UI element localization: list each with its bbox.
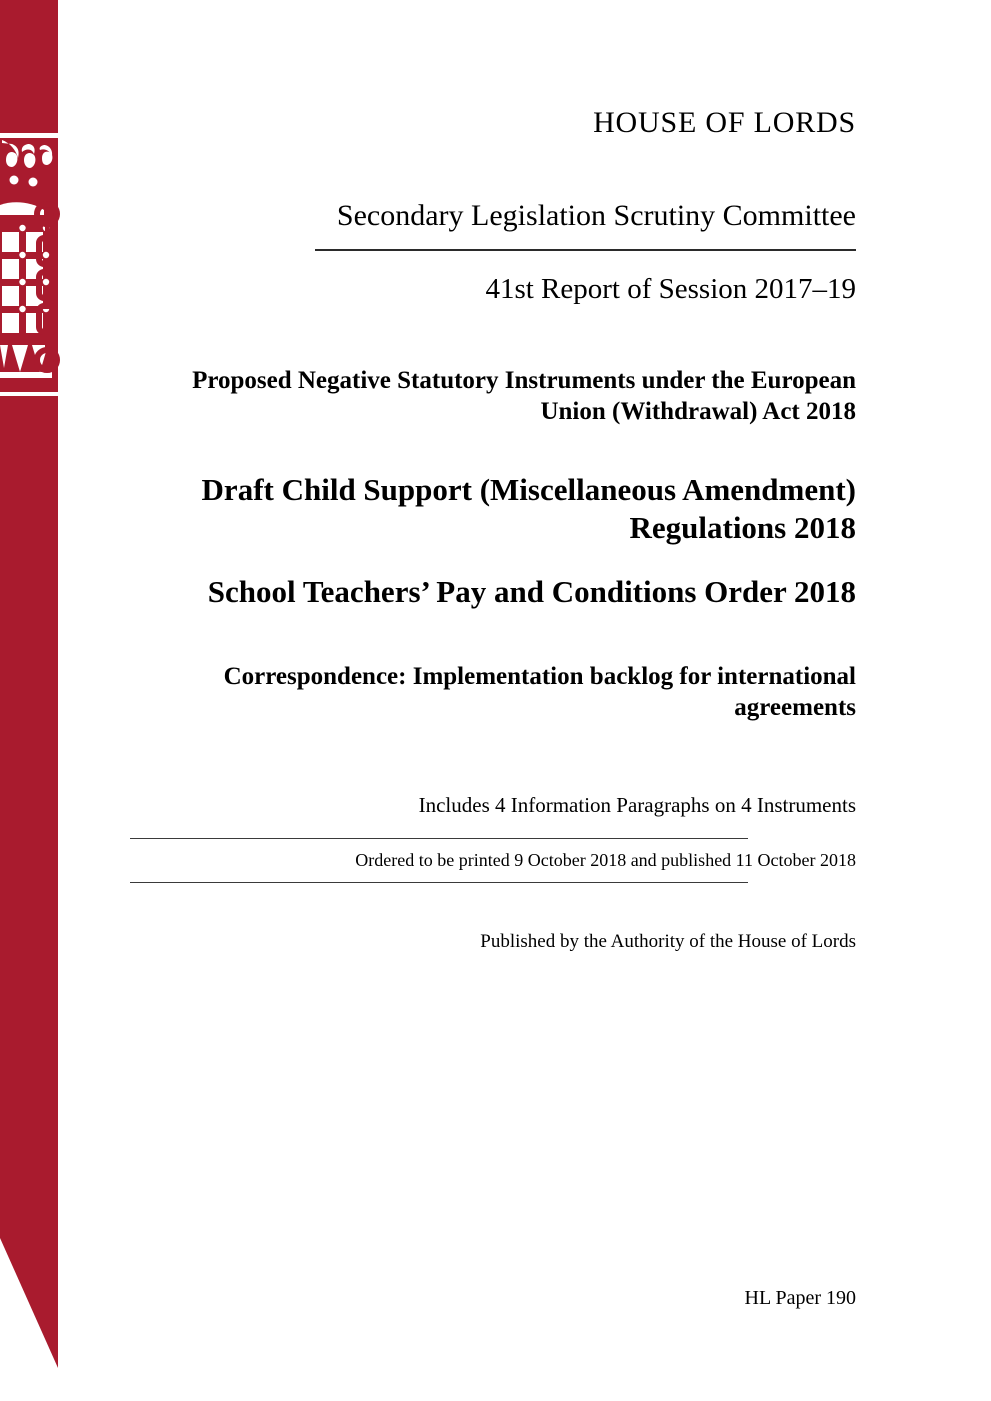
includes-paragraphs-note: Includes 4 Information Paragraphs on 4 Instruments bbox=[418, 793, 856, 818]
house-of-lords-portcullis-crest bbox=[0, 0, 60, 1401]
instrument-title-2: School Teachers’ Pay and Conditions Order 2018 bbox=[207, 573, 856, 609]
ordered-to-be-printed: Ordered to be printed 9 October 2018 and published 11 October 2018 bbox=[355, 850, 856, 871]
statutory-instruments-heading: Proposed Negative Statutory Instruments under the European Union (Withdrawal) Act 2018 bbox=[192, 367, 856, 425]
instrument-title-1: Draft Child Support (Miscellaneous Amendment) Regulations 2018 bbox=[201, 472, 856, 545]
house-title: HOUSE OF LORDS bbox=[593, 106, 856, 139]
committee-name: Secondary Legislation Scrutiny Committee bbox=[336, 199, 856, 232]
published-by-authority: Published by the Authority of the House of Lords bbox=[480, 931, 856, 953]
crest-band bbox=[0, 0, 60, 1401]
report-session: 41st Report of Session 2017–19 bbox=[485, 273, 856, 305]
correspondence-heading: Correspondence: Implementation backlog for international agreements bbox=[223, 663, 856, 721]
paper-number: HL Paper 190 bbox=[744, 1287, 856, 1309]
cover-text-column bbox=[130, 0, 856, 951]
